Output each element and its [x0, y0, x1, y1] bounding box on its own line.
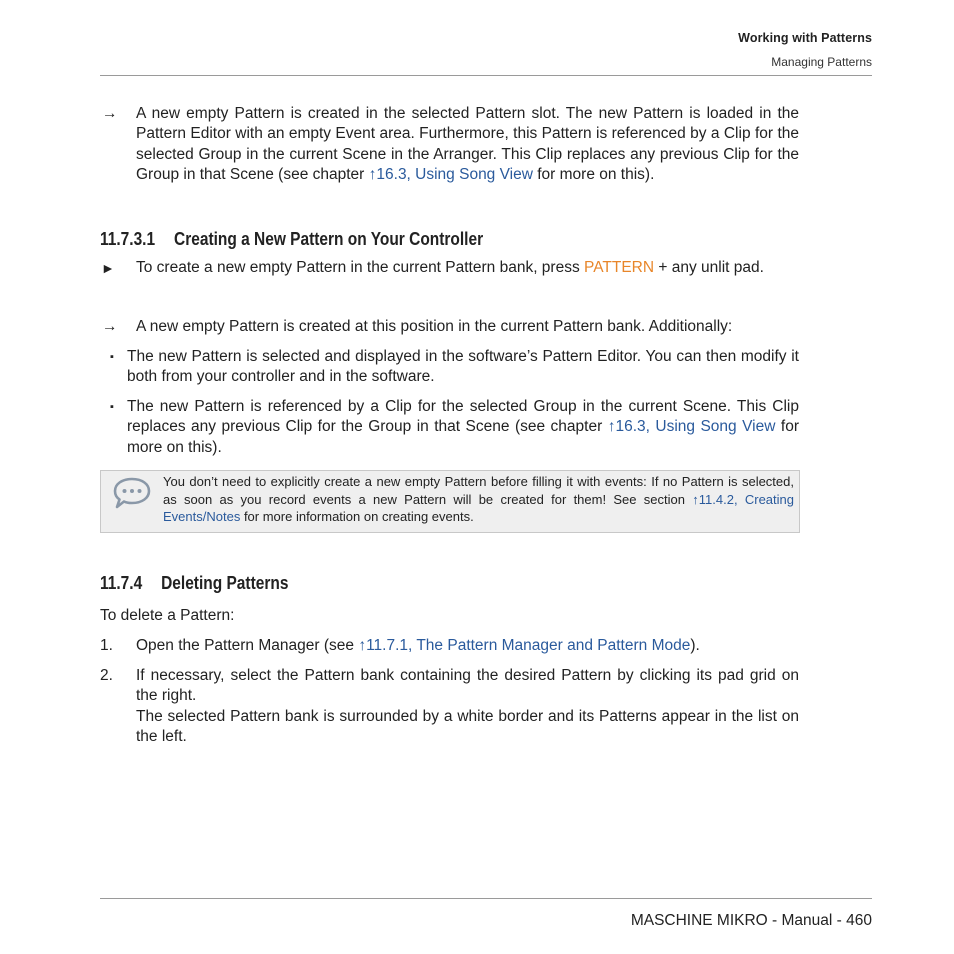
- result-text-end: for more on this).: [532, 166, 655, 184]
- speech-bubble-icon: [112, 476, 152, 510]
- intro-text: To delete a Pattern:: [100, 607, 235, 624]
- link-song-view[interactable]: ↑16.3, Using Song View: [607, 418, 776, 436]
- section-number: 11.7.4: [100, 573, 143, 593]
- numbered-step: [136, 666, 799, 748]
- step-text-end: ).: [690, 637, 700, 654]
- step-text: Open the Pattern Manager (see: [136, 637, 359, 654]
- step-number: 1.: [100, 637, 113, 654]
- bullet-text: The new Pattern is selected and displayed in the software’s Pattern Editor. You can then modify it both from your controller and in the software.: [127, 348, 799, 386]
- step-number: 2.: [100, 667, 113, 684]
- result-arrow-icon: →: [102, 105, 118, 122]
- section-number: 11.7.3.1: [100, 229, 156, 249]
- bullet-square-icon: ▪: [110, 351, 114, 363]
- section-title: Deleting Patterns: [161, 573, 289, 593]
- tip-text-end: for more information on creating events.: [240, 509, 474, 525]
- result-paragraph: [136, 104, 799, 186]
- step-paragraph: [136, 258, 799, 278]
- bullet-item: [127, 347, 799, 388]
- step-text: To create a new empty Pattern in the current Pattern bank, press: [136, 259, 585, 276]
- step-text: If necessary, select the Pattern bank containing the desired Pattern by clicking its pad grid on the right.: [136, 667, 799, 705]
- running-header-subtitle: Managing Patterns: [771, 55, 872, 69]
- pattern-button-label: PATTERN: [584, 259, 655, 276]
- bullet-item: [127, 397, 799, 458]
- section-heading-create: [100, 229, 483, 250]
- tip-text: [163, 473, 794, 526]
- running-header-title: Working with Patterns: [738, 31, 872, 45]
- header-divider: [100, 75, 872, 76]
- tip-text-body: You don’t need to explicitly create a new empty Pattern before filling it with events: If no Pattern is selected, as soon as you record events a new Pattern will be created for them! See section: [163, 474, 794, 507]
- step-note: The selected Pattern bank is surrounded by a white border and its Patterns appear in the list on the left.: [136, 707, 799, 746]
- link-song-view[interactable]: ↑16.3, Using Song View: [368, 166, 533, 184]
- link-creating-events[interactable]: ↑11.4.2, Creating Events/Notes: [163, 491, 794, 525]
- numbered-step: [136, 636, 799, 656]
- section-title: Creating a New Pattern on Your Controller: [174, 229, 484, 249]
- link-pattern-manager[interactable]: ↑11.7.1, The Pattern Manager and Pattern Mode: [358, 637, 691, 654]
- bullet-text: The new Pattern is referenced by a Clip for the selected Group in the current Scene. This Clip replaces any previous Clip for the Group in that Scene (see chapter: [127, 398, 799, 436]
- bullet-square-icon: ▪: [110, 401, 114, 413]
- result-arrow-icon: →: [102, 318, 118, 335]
- footer-divider: [100, 898, 872, 899]
- section-heading-delete: [100, 573, 288, 594]
- page-footer: MASCHINE MIKRO - Manual - 460: [630, 912, 872, 929]
- step-text-end: + any unlit pad.: [654, 259, 764, 276]
- bullet-text-end: for more on this).: [127, 418, 799, 456]
- result-text: A new empty Pattern is created in the selected Pattern slot. The new Pattern is loaded in the Pattern Editor with an empty Event area. Furthermore, this Pattern is referenced by a Clip for the selected Group in the current Scene in the Arranger. This Clip replaces any previous Clip for the Group in that Scene (see chapter: [136, 105, 799, 184]
- step-triangle-icon: ►: [101, 260, 115, 276]
- result-paragraph-2: A new empty Pattern is created at this position in the current Pattern bank. Additionally:: [136, 318, 733, 335]
